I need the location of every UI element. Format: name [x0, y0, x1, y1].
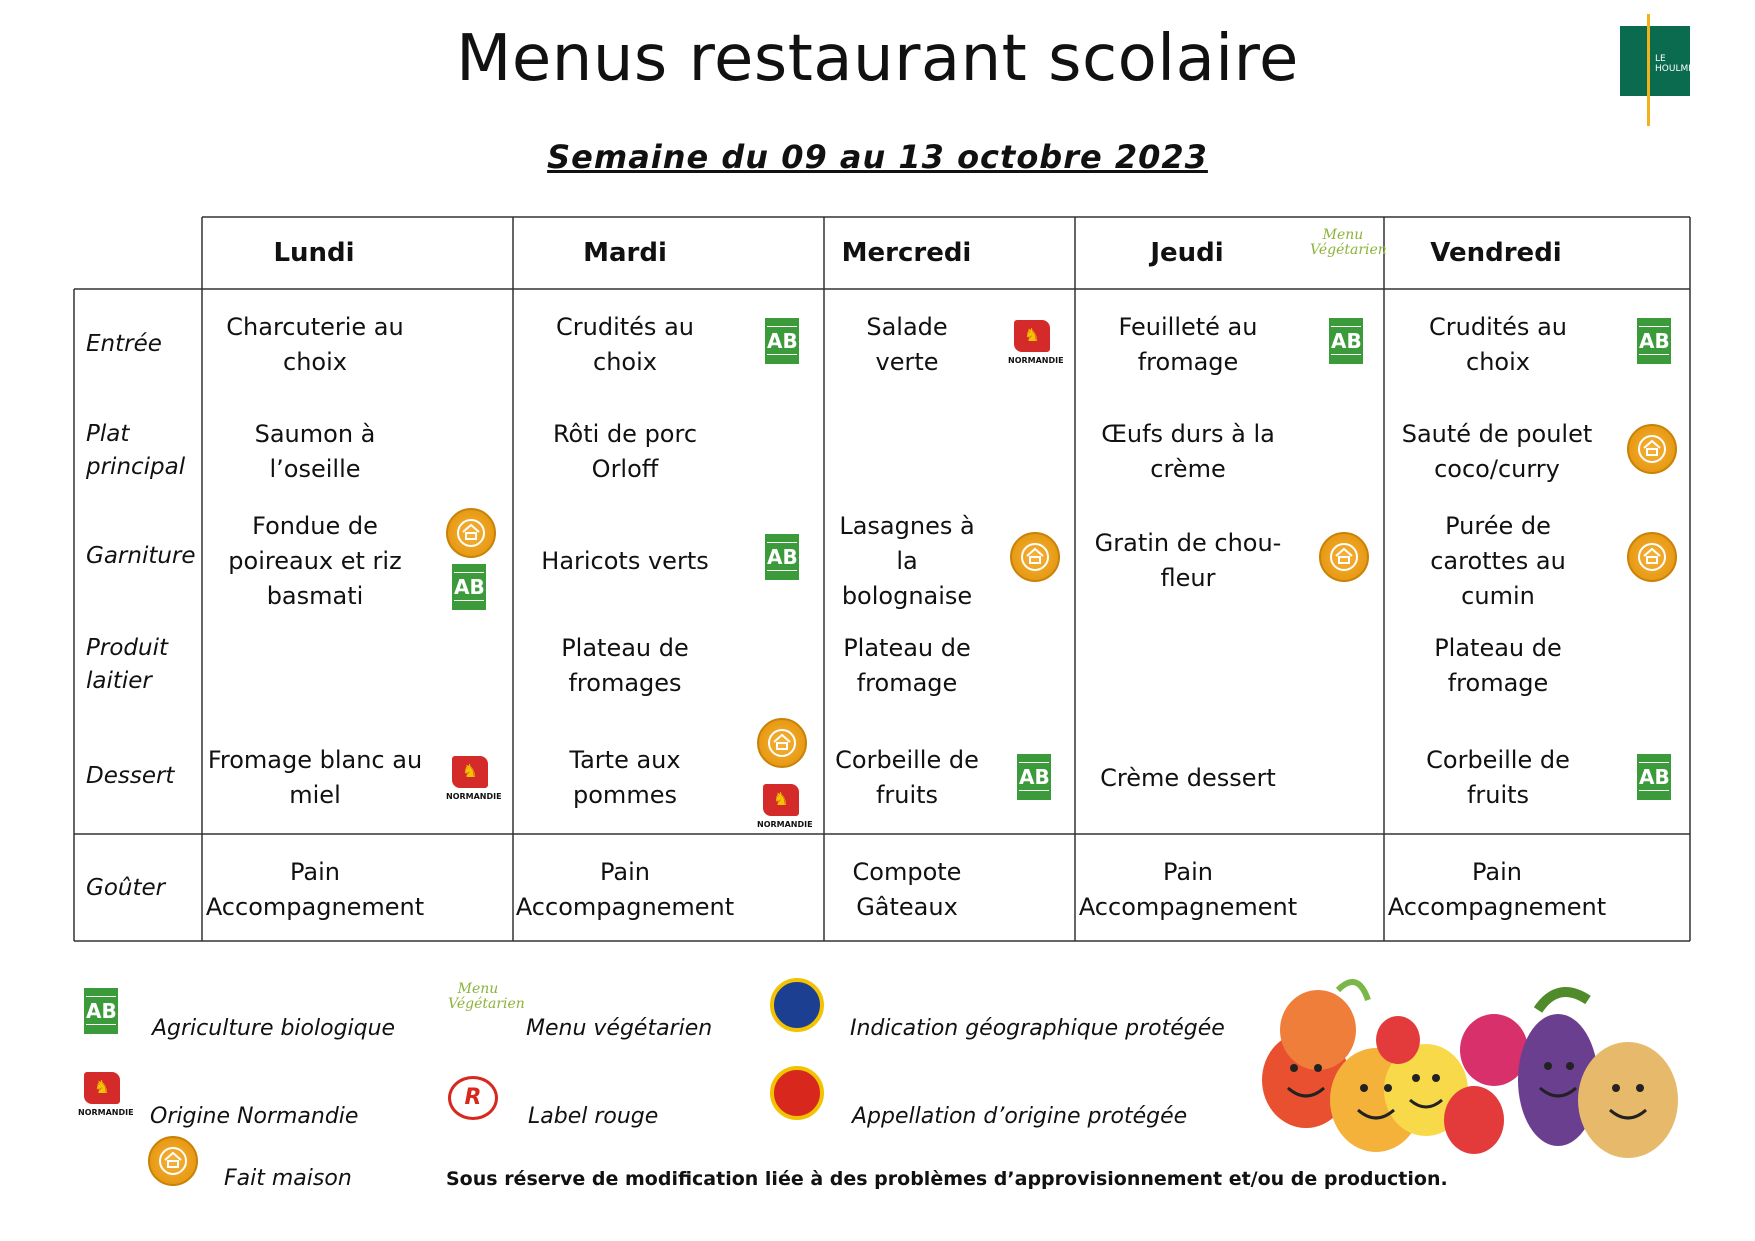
- cell-laitier-jeudi: [1090, 626, 1286, 706]
- normandie-origin-icon: ♞ NORMANDIE: [1008, 320, 1054, 370]
- normandie-origin-icon: ♞ NORMANDIE: [757, 784, 803, 834]
- cell-laitier-lundi: [212, 626, 418, 706]
- week-subtitle: Semaine du 09 au 13 octobre 2023: [547, 138, 1208, 176]
- day-header-vendredi: Vendredi: [1430, 238, 1562, 268]
- legend-aop-icon: [770, 1066, 824, 1120]
- cell-plat-mardi: Rôti de porc Orloff: [552, 420, 698, 483]
- bio-ab-icon: AB: [1017, 754, 1051, 800]
- day-header-mardi: Mardi: [583, 238, 667, 268]
- cell-dessert-mardi: Tarte aux pommes: [569, 746, 681, 809]
- row-header-garniture: Garniture: [86, 543, 196, 569]
- fait-maison-icon: [1319, 532, 1369, 582]
- cell-gouter-vendredi: Pain Accompagnement: [1387, 858, 1607, 921]
- cell-dessert-jeudi: Crème dessert: [1100, 763, 1276, 792]
- legend-normandie-icon: ♞ NORMANDIE: [78, 1072, 124, 1122]
- cell-garniture-vendredi: Purée de carottes au cumin: [1430, 511, 1566, 610]
- vegetarian-menu-icon: Menu Végétarien: [1310, 227, 1387, 258]
- cell-dessert-lundi: Fromage blanc au miel: [207, 746, 423, 809]
- legend-igp-label: Indication géographique protégée: [850, 1016, 1225, 1041]
- legend-aop-label: Appellation d’origine protégée: [852, 1104, 1188, 1129]
- row-header-plat: Plat principal: [86, 421, 186, 480]
- bio-ab-icon: AB: [765, 318, 799, 364]
- day-header-mercredi: Mercredi: [841, 238, 972, 268]
- legend-normandie-label: Origine Normandie: [150, 1104, 359, 1129]
- bio-ab-icon: AB: [765, 534, 799, 580]
- cell-entree-vendredi: Crudités au choix: [1429, 313, 1567, 376]
- bio-ab-icon: AB: [1637, 318, 1671, 364]
- legend-label-rouge-icon: R: [448, 1076, 498, 1120]
- fait-maison-icon: [446, 508, 496, 558]
- bio-ab-icon: AB: [1637, 754, 1671, 800]
- cell-plat-mercredi: [834, 412, 980, 492]
- cell-plat-lundi: Saumon à l’oseille: [254, 420, 376, 483]
- legend-vegetarian-label: Menu végétarien: [526, 1016, 713, 1041]
- cell-gouter-mercredi: Compote Gâteaux: [852, 858, 962, 921]
- cell-gouter-jeudi: Pain Accompagnement: [1078, 858, 1298, 921]
- cell-garniture-jeudi: Gratin de chou-fleur: [1094, 529, 1282, 592]
- row-header-entree: Entrée: [86, 331, 162, 357]
- cell-entree-mercredi: Salade verte: [866, 313, 948, 376]
- fait-maison-icon: [757, 718, 807, 768]
- town-logo: LE HOULME: [1620, 26, 1690, 96]
- cell-entree-lundi: Charcuterie au choix: [226, 313, 404, 376]
- legend-bio-label: Agriculture biologique: [152, 1016, 396, 1041]
- legend-label-rouge-label: Label rouge: [528, 1104, 659, 1129]
- legend-igp-icon: [770, 978, 824, 1032]
- cell-laitier-mardi: Plateau de fromages: [561, 634, 689, 697]
- cell-dessert-mercredi: Corbeille de fruits: [835, 746, 979, 809]
- legend-fait-maison-icon: [148, 1136, 198, 1186]
- cell-garniture-mardi: Haricots verts: [541, 546, 709, 575]
- cell-plat-vendredi: Sauté de poulet coco/curry: [1401, 420, 1593, 483]
- cell-laitier-mercredi: Plateau de fromage: [843, 634, 971, 697]
- row-header-gouter: Goûter: [86, 875, 166, 901]
- cell-entree-mardi: Crudités au choix: [556, 313, 694, 376]
- bio-ab-icon: AB: [1329, 318, 1363, 364]
- cell-gouter-lundi: Pain Accompagnement: [205, 858, 425, 921]
- page-title: Menus restaurant scolaire: [456, 22, 1299, 96]
- vegetables-illustration: [1258, 970, 1690, 1166]
- cell-garniture-mercredi: Lasagnes à la bolognaise: [839, 511, 975, 610]
- cell-entree-jeudi: Feuilleté au fromage: [1118, 313, 1258, 376]
- row-header-laitier: Produit laitier: [86, 635, 168, 694]
- legend-bio-icon: AB: [84, 988, 118, 1034]
- fait-maison-icon: [1627, 424, 1677, 474]
- cell-dessert-vendredi: Corbeille de fruits: [1426, 746, 1570, 809]
- cell-plat-jeudi: Œufs durs à la crème: [1101, 420, 1275, 483]
- supply-disclaimer: Sous réserve de modification liée à des problèmes d’approvisionnement et/ou de production.: [446, 1168, 1448, 1190]
- day-header-jeudi: Jeudi: [1150, 238, 1224, 268]
- legend-vegetarian-icon: Menu Végétarien: [448, 981, 525, 1012]
- normandie-origin-icon: ♞ NORMANDIE: [446, 756, 492, 806]
- cell-laitier-vendredi: Plateau de fromage: [1434, 634, 1562, 697]
- fait-maison-icon: [1627, 532, 1677, 582]
- day-header-lundi: Lundi: [273, 238, 355, 268]
- cell-garniture-lundi: Fondue de poireaux et riz basmati: [228, 511, 402, 610]
- row-header-dessert: Dessert: [86, 763, 175, 789]
- bio-ab-icon: AB: [452, 564, 486, 610]
- cell-gouter-mardi: Pain Accompagnement: [515, 858, 735, 921]
- fait-maison-icon: [1010, 532, 1060, 582]
- legend-fait-maison-label: Fait maison: [224, 1166, 352, 1191]
